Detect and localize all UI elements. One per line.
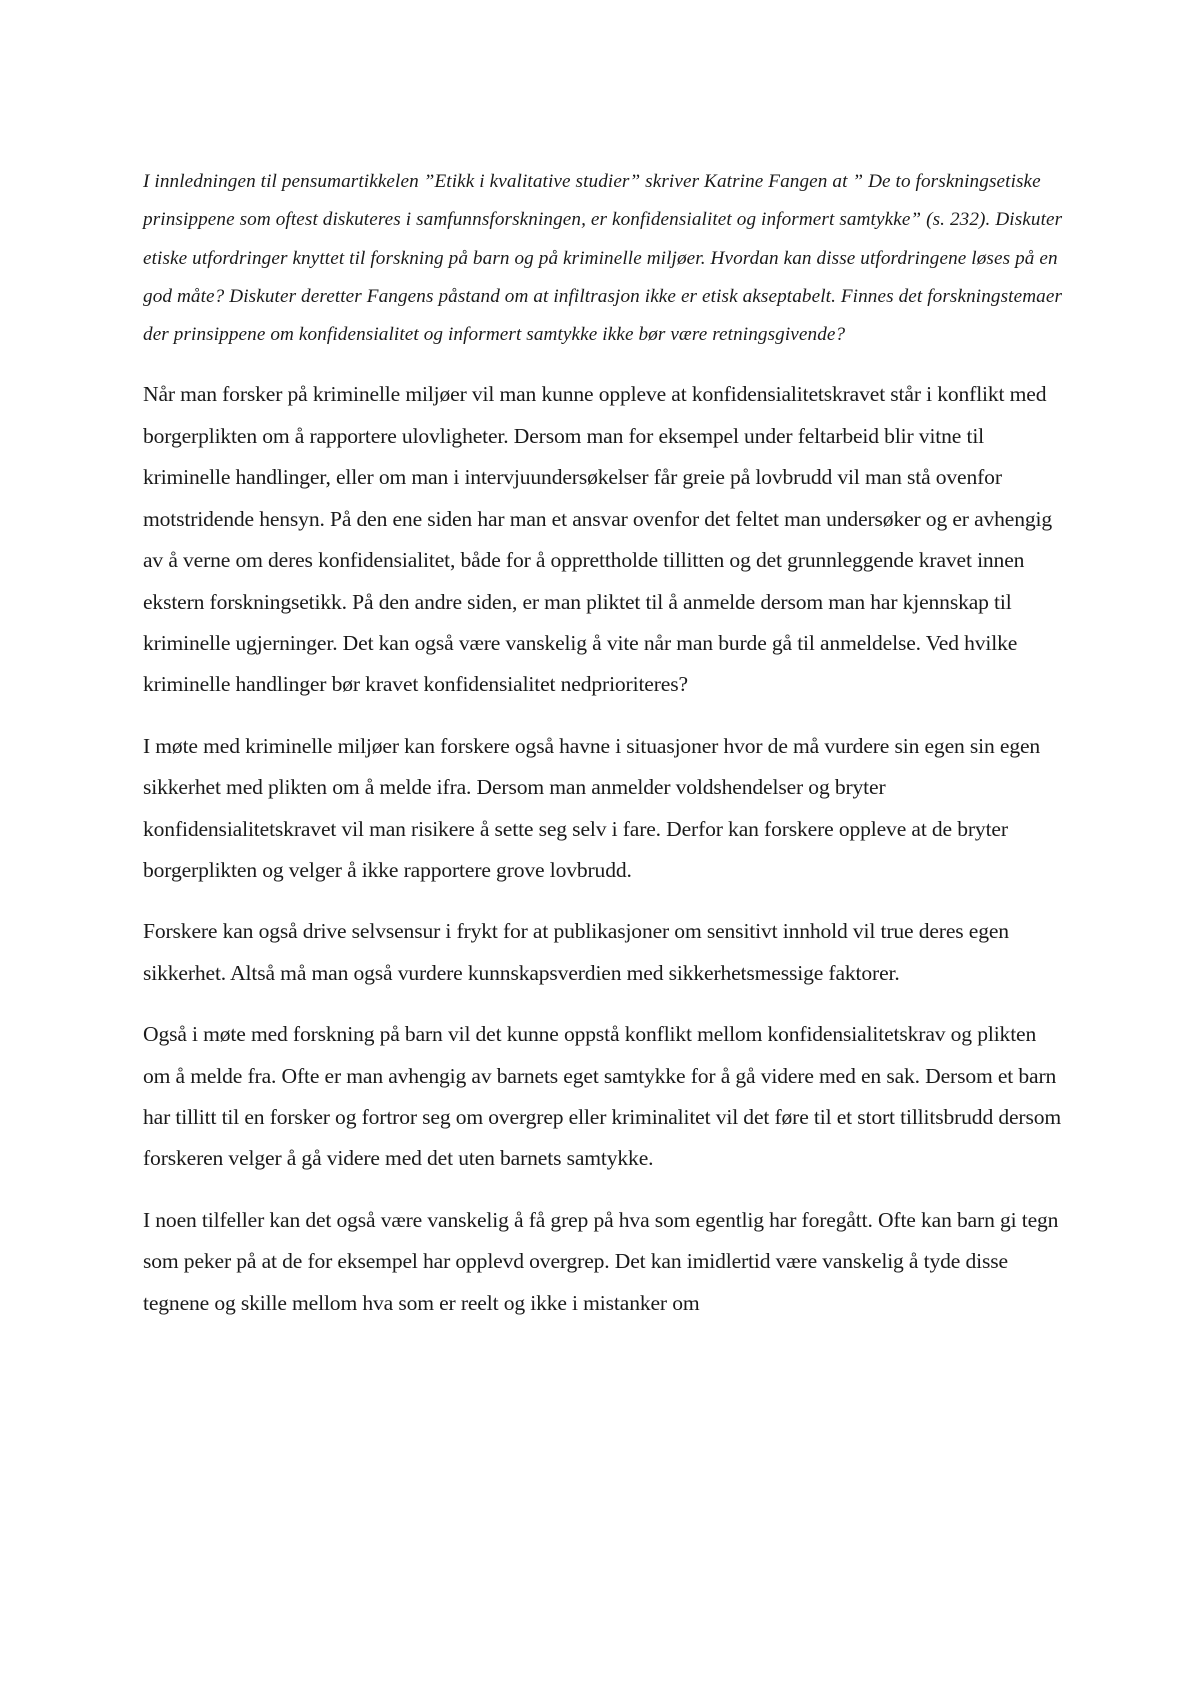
body-paragraph-2: I møte med kriminelle miljøer kan forskere også havne i situasjoner hvor de må vurdere sin egen sin egen sikkerhet med plikten om å melde ifra. Dersom man anmelder voldshendelser og bryter konfidensialitetskravet vil man risikere å sette seg selv i fare. Derfor kan forskere oppleve at de bryter borgerplikten og velger å ikke rapportere grove lovbrudd. bbox=[143, 733, 1041, 882]
document-body bbox=[143, 163, 1063, 1344]
body-paragraph-5: I noen tilfeller kan det også være vanskelig å få grep på hva som egentlig har foregått. Ofte kan barn gi tegn som peker på at de for eksempel har opplevd overgrep. Det kan imidlertid være vanskelig å tyde disse tegnene og skille mellom hva som er reelt og ikke i mistanker om bbox=[143, 1207, 1059, 1315]
body-paragraph-4: Også i møte med forskning på barn vil det kunne oppstå konflikt mellom konfidensialitetskrav og plikten om å melde fra. Ofte er man avhengig av barnets eget samtykke for å gå videre med en sak. Dersom et barn har tillitt til en forsker og fortror seg om overgrep eller kriminalitet vil det føre til et stort tillitsbrudd dersom forskeren velger å gå videre med det uten barnets samtykke. bbox=[143, 1022, 1062, 1171]
body-paragraph-3: Forskere kan også drive selvsensur i frykt for at publikasjoner om sensitivt innhold vil true deres egen sikkerhet. Altså må man også vurdere kunnskapsverdien med sikkerhetsmessige faktorer. bbox=[143, 919, 1009, 985]
assignment-prompt: I innledningen til pensumartikkelen ”Etikk i kvalitative studier” skriver Katrine Fangen at ” De to forskningsetiske prinsippene som oftest diskuteres i samfunnsforskningen, er konfidensialitet og informert samtykke” (s. 232). Diskuter etiske utfordringer knyttet til forskning på barn og på kriminelle miljøer. Hvordan kan disse utfordringene løses på en god måte? Diskuter deretter Fangens påstand om at infiltrasjon ikke er etisk akseptabelt. Finnes det forskningstemaer der prinsippene om konfidensialitet og informert samtykke ikke bør være retningsgivende? bbox=[143, 171, 1063, 346]
body-paragraph-1: Når man forsker på kriminelle miljøer vil man kunne oppleve at konfidensialitetskravet står i konflikt med borgerplikten om å rapportere ulovligheter. Dersom man for eksempel under feltarbeid blir vitne til kriminelle handlinger, eller om man i intervjuundersøkelser får greie på lovbrudd vil man stå ovenfor motstridende hensyn. På den ene siden har man et ansvar ovenfor det feltet man undersøker og er avhengig av å verne om deres konfidensialitet, både for å opprettholde tillitten og det grunnleggende kravet innen ekstern forskningsetikk. På den andre siden, er man pliktet til å anmelde dersom man har kjennskap til kriminelle ugjerninger. Det kan også være vanskelig å vite når man burde gå til anmeldelse. Ved hvilke kriminelle handlinger bør kravet konfidensialitet nedprioriteres? bbox=[143, 382, 1053, 697]
